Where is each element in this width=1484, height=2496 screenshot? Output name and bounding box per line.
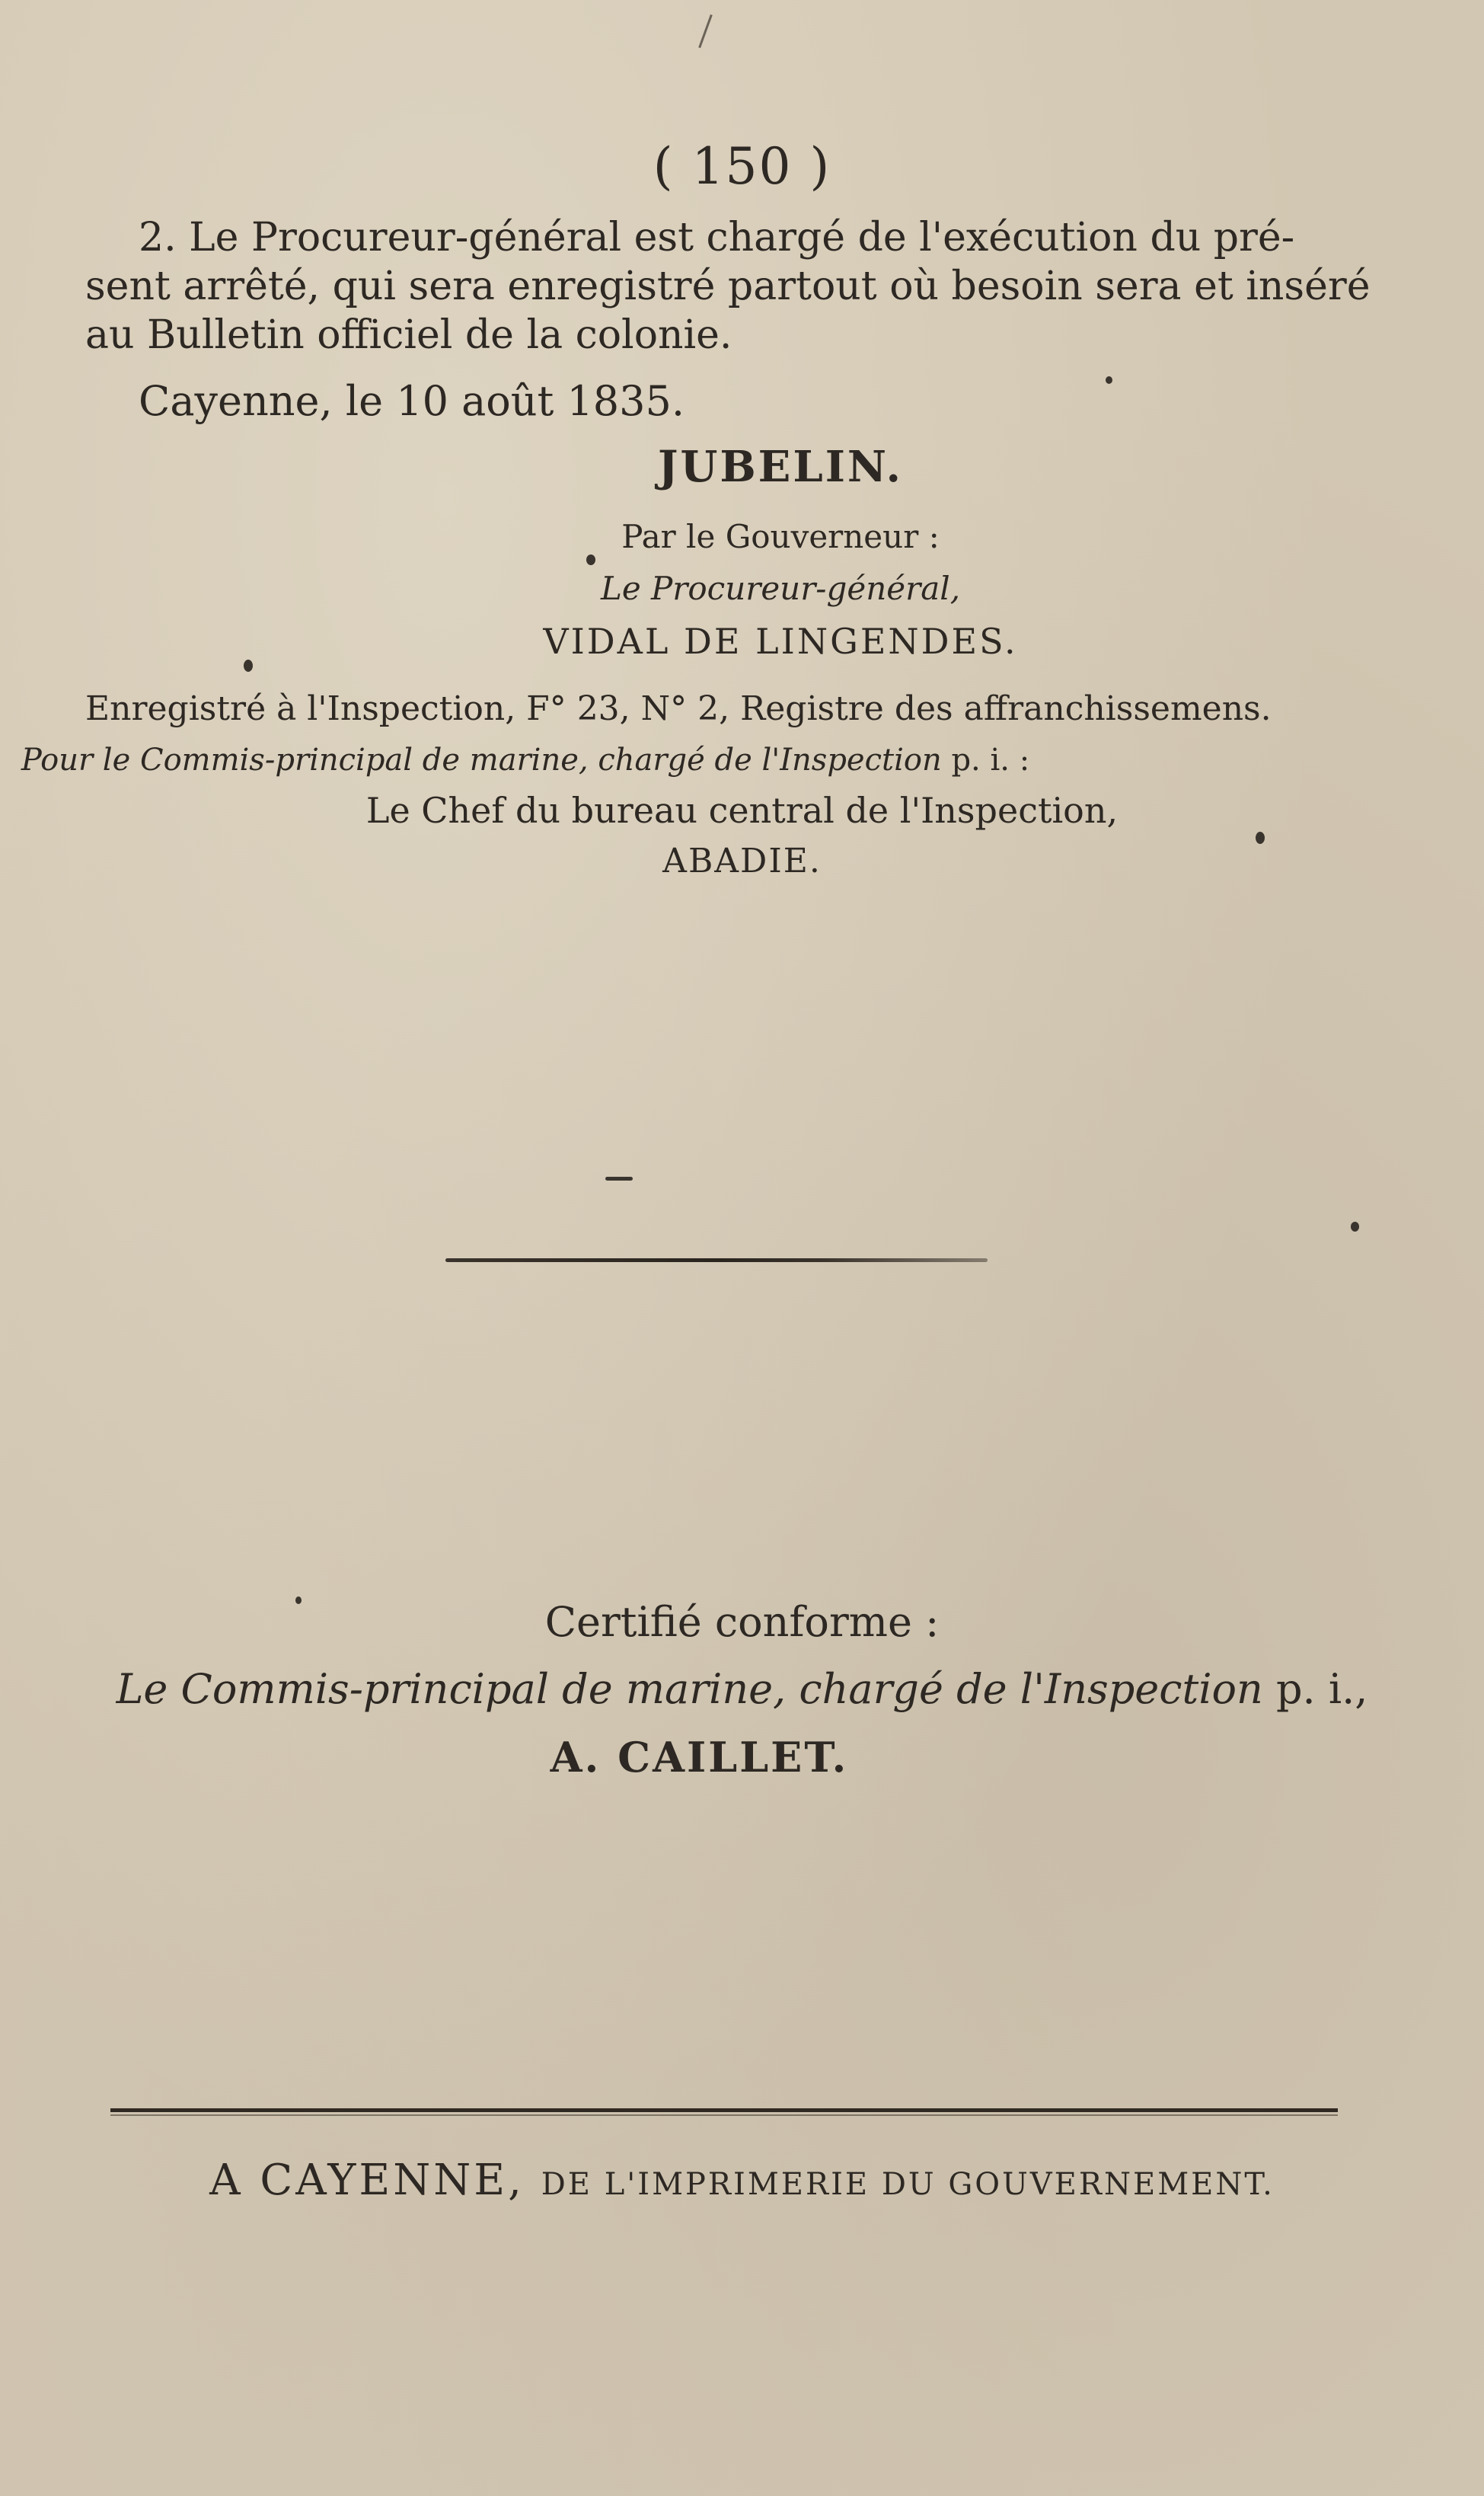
pencil-mark — [698, 14, 713, 48]
par-le-gouverneur: Par le Gouverneur : — [621, 518, 940, 555]
commis-line-italic: Pour le Commis-principal de marine, chargé de l'Inspection — [21, 743, 942, 778]
certifie-conforme: Certifié conforme : — [544, 1598, 940, 1646]
ink-spot — [1256, 832, 1265, 844]
imprint-printer: DE L'IMPRIMERIE DU GOUVERNEMENT. — [541, 2167, 1275, 2202]
place-date: Cayenne, le 10 août 1835. — [139, 377, 685, 425]
governor-signature: JUBELIN. — [657, 442, 904, 492]
section-divider — [445, 1258, 988, 1262]
ink-spot — [586, 554, 595, 565]
article-line-3: au Bulletin officiel de la colonie. — [85, 312, 732, 358]
imprint-rule-thin — [110, 2114, 1338, 2116]
chef-bureau-line: Le Chef du bureau central de l'Inspection, — [365, 790, 1119, 831]
page-number: ( 150 ) — [653, 137, 831, 196]
certifying-officer-title — [0, 1665, 1484, 1713]
article-2-paragraph — [85, 213, 1371, 360]
certifying-title-suffix: p. i., — [1275, 1665, 1368, 1713]
ink-spot — [1106, 376, 1112, 384]
ink-smudge — [605, 1177, 633, 1181]
procureur-signature: VIDAL DE LINGENDES. — [543, 621, 1018, 662]
imprint-place: A CAYENNE, — [209, 2156, 525, 2205]
commis-line-suffix: p. i. : — [951, 743, 1030, 778]
registration-line: Enregistré à l'Inspection, F° 23, N° 2, Registre des affranchissemens. — [85, 689, 1272, 728]
imprint-line — [0, 2156, 1484, 2205]
procureur-title: Le Procureur-général, — [600, 570, 961, 607]
abadie-signature: ABADIE. — [662, 842, 822, 880]
ink-spot — [295, 1596, 302, 1604]
caillet-signature: A. CAILLET. — [550, 1733, 849, 1782]
imprint-rule — [110, 2108, 1338, 2112]
commis-line — [0, 743, 1051, 778]
ink-spot — [1351, 1222, 1359, 1232]
ink-spot — [244, 660, 253, 672]
article-line-2: sent arrêté, qui sera enregistré partout où besoin sera et inséré — [85, 264, 1371, 309]
article-line-1: 2. Le Procureur-général est chargé de l'exécution du pré- — [139, 215, 1295, 260]
certifying-title-italic: Le Commis-principal de marine, chargé de l'Inspection — [116, 1665, 1263, 1713]
